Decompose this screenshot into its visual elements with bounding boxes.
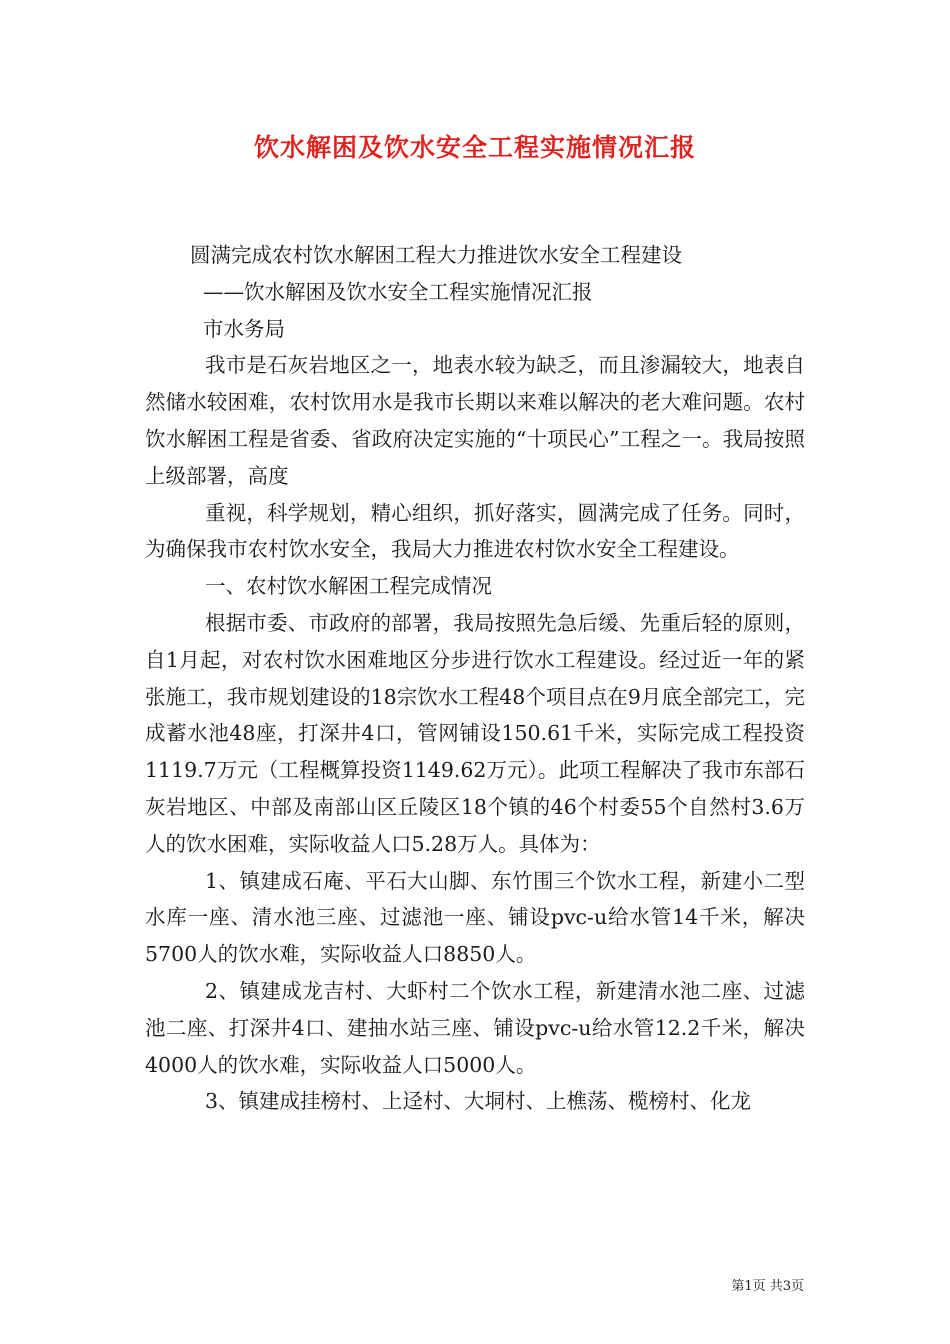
subtitle-line: 圆满完成农村饮水解困工程大力推进饮水安全工程建设: [190, 243, 682, 267]
author-line: 市水务局: [203, 316, 285, 341]
paragraph: 根据市委、市政府的部署，我局按照先急后缓、先重后轻的原则，自1月起，对农村饮水困难地区分步进行饮水工程建设。经过近一年的紧张施工，我市规划建设的18宗饮水工程48个项目点在9月底全部完工，完成蓄水池48座，打深井4口，管网铺设150.61千米，实际完成工程投资1119.7万元（工程概算投资1149.62万元）。此项工程解决了我市东部石灰岩地区、中部及南部山区丘陵区18个镇的46个村委55个自然村3.6万人的饮水困难，实际收益人口5.28万人。具体为：: [145, 610, 805, 856]
paragraph: 我市是石灰岩地区之一，地表水较为缺乏，而且渗漏较大，地表自然储水较困难，农村饮用水是我市长期以来难以解决的老大难问题。农村饮水解困工程是省委、省政府决定实施的“十项民心”工程之一。我局按照上级部署，高度: [145, 353, 805, 488]
page-number: 第1页 共3页: [731, 1279, 804, 1294]
list-item: 3、镇建成挂榜村、上迳村、大垌村、上樵荡、榄榜村、化龙: [205, 1089, 752, 1114]
list-item: 2、镇建成龙吉村、大虾村二个饮水工程，新建清水池二座、过滤池二座、打深井4口、建抽水站三座、铺设pvc-u给水管12.2千米，解决4000人的饮水难，实际收益人口5000人。: [145, 978, 805, 1077]
document-body: [145, 237, 805, 1120]
section-heading: 一、农村饮水解困工程完成情况: [205, 574, 492, 599]
list-item: 1、镇建成石庵、平石大山脚、东竹围三个饮水工程，新建小二型水库一座、清水池三座、过滤池一座、铺设pvc-u给水管14千米，解决5700人的饮水难，实际收益人口8850人。: [145, 868, 805, 967]
subtitle-dash-line: ——饮水解困及饮水安全工程实施情况汇报: [203, 279, 593, 304]
document-title: 饮水解困及饮水安全工程实施情况汇报: [253, 133, 696, 162]
paragraph: 重视，科学规划，精心组织，抓好落实，圆满完成了任务。同时，为确保我市农村饮水安全，我局大力推进农村饮水安全工程建设。: [145, 500, 805, 562]
